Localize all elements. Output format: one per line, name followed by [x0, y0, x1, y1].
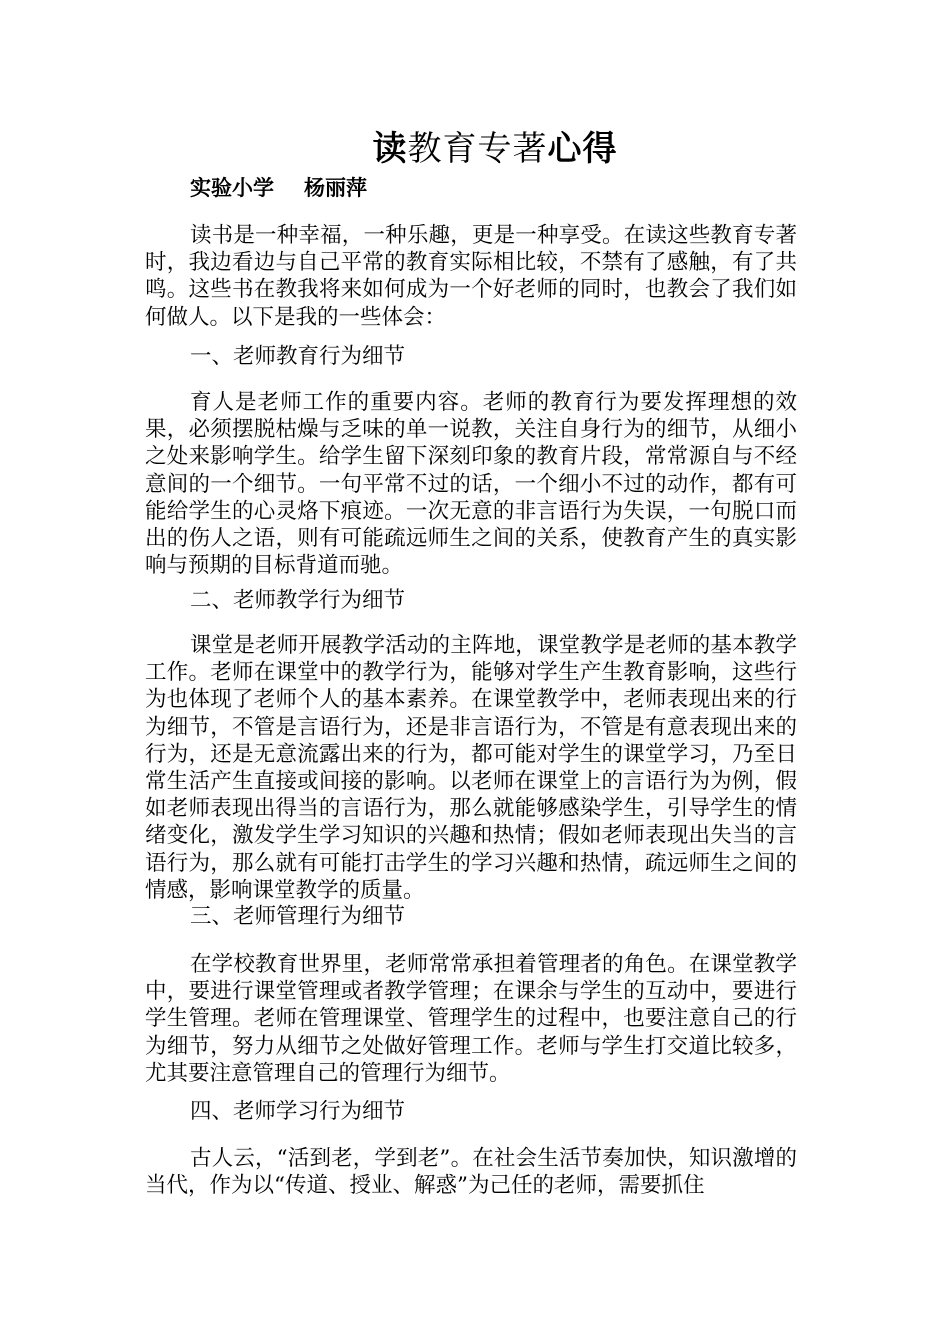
author-name: 杨丽萍: [304, 175, 367, 200]
section-body-4: 古人云，“活到老，学到老”。在社会生活节奏加快，知识激增的当代，作为以“传道、授业、解惑”为己任的老师，需要抓住: [145, 1146, 797, 1199]
page-title: [0, 126, 950, 172]
section-heading-4: 四、老师学习行为细节: [190, 1099, 406, 1124]
title-suffix: 心得: [547, 129, 618, 169]
school-name: 实验小学: [190, 175, 274, 200]
title-middle: 教育专著: [407, 129, 548, 169]
title-prefix: 读: [372, 129, 408, 169]
section-body-2: 课堂是老师开展教学活动的主阵地，课堂教学是老师的基本教学工作。老师在课堂中的教学行为，能够对学生产生教育影响，这些行为也体现了老师个人的基本素养。在课堂教学中，老师表现出来的行为细节，不管是言语行为，还是非言语行为，不管是有意表现出来的行为，还是无意流露出来的行为，都可能对学生的课堂学习，乃至日常生活产生直接或间接的影响。以老师在课堂上的言语行为为例，假如老师表现出得当的言语行为，那么就能够感染学生，引导学生的情绪变化，激发学生学习知识的兴趣和热情；假如老师表现出失当的言语行为，那么就有可能打击学生的学习兴趣和热情，疏远师生之间的情感，影响课堂教学的质量。: [145, 633, 797, 903]
section-heading-2: 二、老师教学行为细节: [190, 588, 406, 613]
section-body-1: 育人是老师工作的重要内容。老师的教育行为要发挥理想的效果，必须摆脱枯燥与乏味的单一说教，关注自身行为的细节，从细小之处来影响学生。给学生留下深刻印象的教育片段，常常源自与不经意间的一个细节。一句平常不过的话，一个细小不过的动作，都有可能给学生的心灵烙下痕迹。一次无意的非言语行为失误，一句脱口而出的伤人之语，则有可能疏远师生之间的关系，使教育产生的真实影响与预期的目标背道而驰。: [145, 390, 797, 579]
intro-paragraph: 读书是一种幸福，一种乐趣，更是一种享受。在读这些教育专著时，我边看边与自己平常的教育实际相比较，不禁有了感触，有了共鸣。这些书在教我将来如何成为一个好老师的同时，也教会了我们如何做人。以下是我的一些体会：: [145, 223, 797, 330]
section-heading-1: 一、老师教育行为细节: [190, 344, 406, 369]
section-body-3: 在学校教育世界里，老师常常承担着管理者的角色。在课堂教学中，要进行课堂管理或者教学管理；在课余与学生的互动中，要进行学生管理。老师在管理课堂、管理学生的过程中，也要注意自己的行为细节，努力从细节之处做好管理工作。老师与学生打交道比较多，尤其要注意管理自己的管理行为细节。: [145, 952, 797, 1086]
section-heading-3: 三、老师管理行为细节: [190, 904, 406, 929]
author-line: [190, 173, 367, 203]
